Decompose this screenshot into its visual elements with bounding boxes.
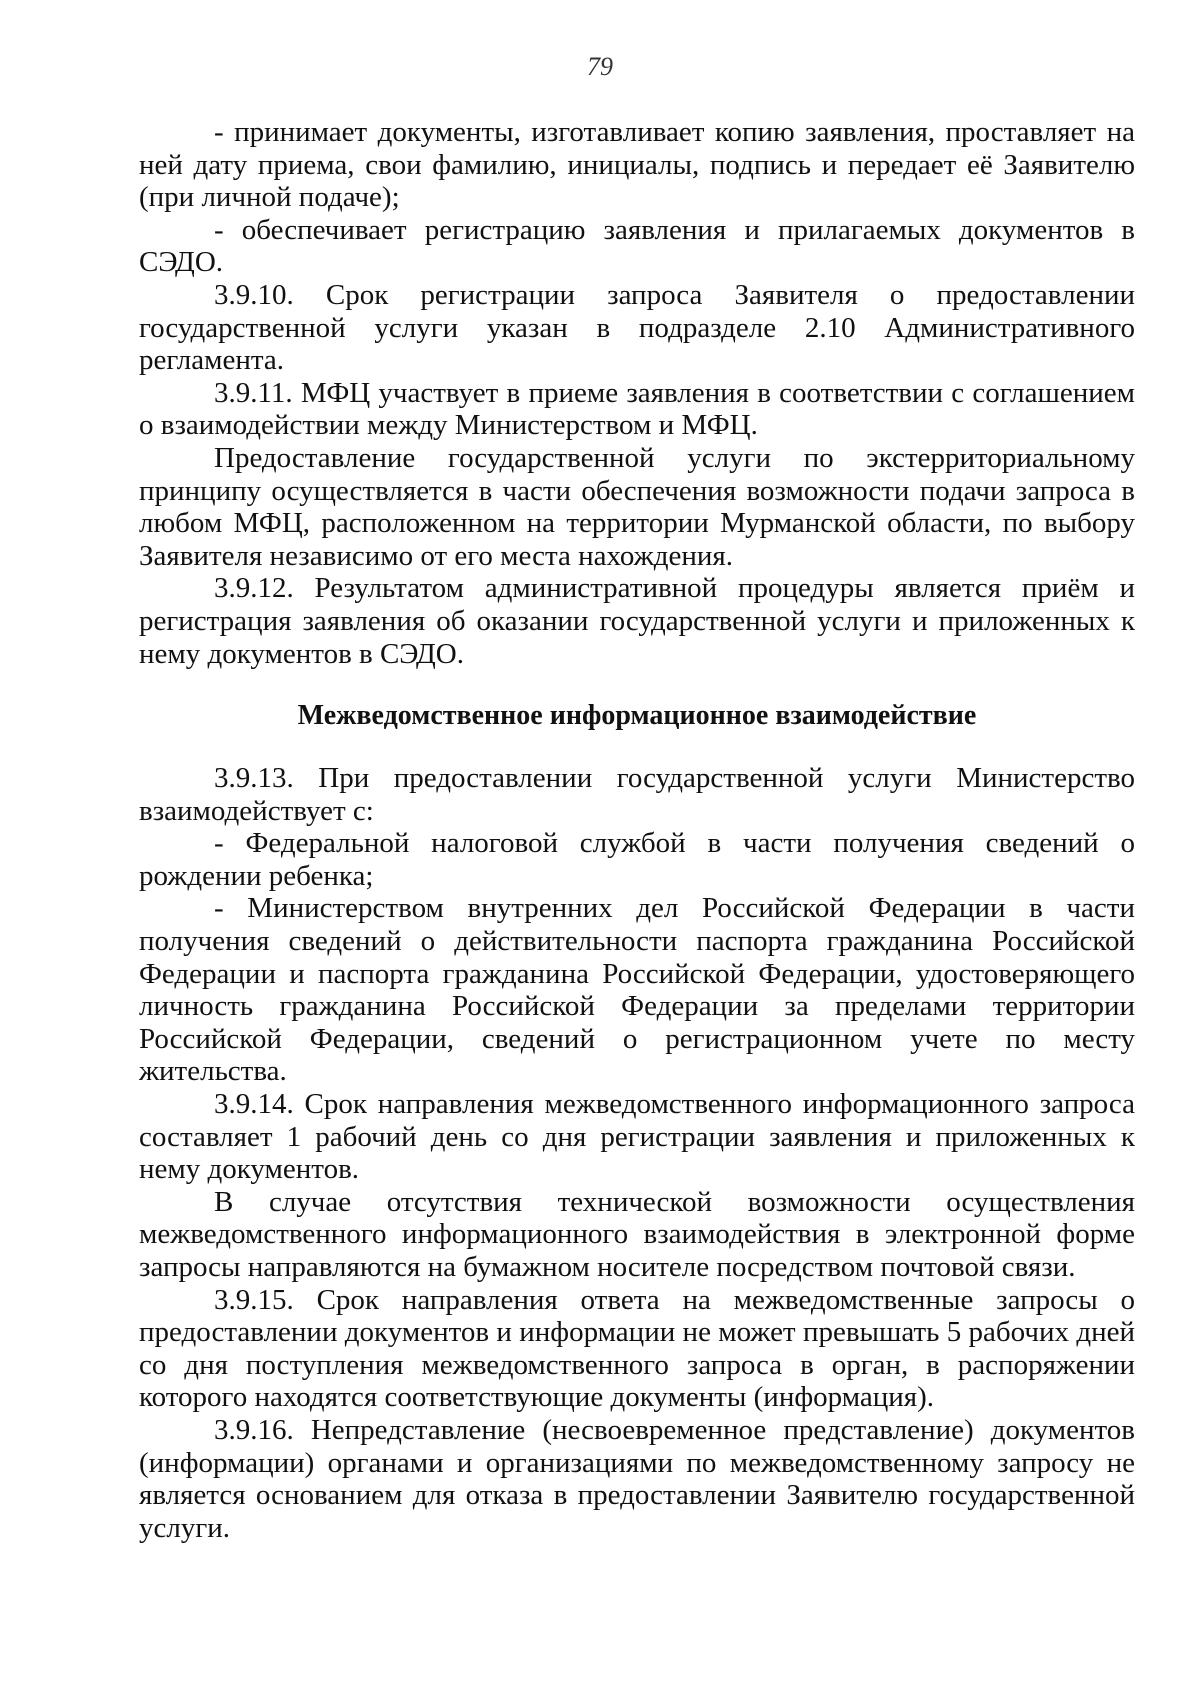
paragraph: - Министерством внутренних дел Российской Федерации в части получения сведений о действительности паспорта гражданина Российской Федерации и паспорта гражданина Российской Федерации, удостоверяющего личность гражданина Российской Федерации за пределами территории Российской Федерации, сведений о регистрационном учете по месту жительства.: [139, 892, 1135, 1088]
paragraph: В случае отсутствия технической возможности осуществления межведомственного информационного взаимодействия в электронной форме запросы направляются на бумажном носителе посредством почтовой связи.: [139, 1185, 1135, 1283]
paragraph: - обеспечивает регистрацию заявления и прилагаемых документов в СЭДО.: [139, 213, 1135, 279]
paragraph: 3.9.14. Срок направления межведомственного информационного запроса составляет 1 рабочий день со дня регистрации заявления и приложенных к нему документов.: [139, 1088, 1135, 1186]
paragraph: 3.9.12. Результатом административной процедуры является приём и регистрация заявления об оказании государственной услуги и приложенных к нему документов в СЭДО.: [139, 572, 1135, 670]
page-number: 79: [587, 52, 613, 81]
paragraph: Предоставление государственной услуги по экстерриториальному принципу осуществляется в части обеспечения возможности подачи запроса в любом МФЦ, расположенном на территории Мурманской области, по выбору Заявителя независимо от его места нахождения.: [139, 441, 1135, 572]
paragraph: 3.9.11. МФЦ участвует в приеме заявления в соответствии с соглашением о взаимодействии между Министерством и МФЦ.: [139, 376, 1135, 442]
document-body: [139, 116, 1135, 1544]
paragraph: 3.9.15. Срок направления ответа на межведомственные запросы о предоставлении документов и информации не может превышать 5 рабочих дней со дня поступления межведомственного запроса в орган, в распоряжении которого находятся соответствующие документы (информация).: [139, 1283, 1135, 1414]
paragraph: 3.9.10. Срок регистрации запроса Заявителя о предоставлении государственной услуги указан в подразделе 2.10 Административного регламента.: [139, 278, 1135, 377]
paragraph: 3.9.16. Непредставление (несвоевременное представление) документов (информации) органами и организациями по межведомственному запросу не является основанием для отказа в предоставлении Заявителю государственной услуги.: [139, 1413, 1135, 1544]
section-heading: Межведомственное информационное взаимодействие: [297, 700, 977, 732]
paragraph: 3.9.13. При предоставлении государственной услуги Министерство взаимодействует с:: [139, 762, 1135, 827]
paragraph: - Федеральной налоговой службой в части получения сведений о рождении ребенка;: [139, 827, 1135, 892]
paragraph: - принимает документы, изготавливает копию заявления, проставляет на ней дату приема, свои фамилию, инициалы, подпись и передает её Заявителю (при личной подаче);: [139, 116, 1135, 214]
